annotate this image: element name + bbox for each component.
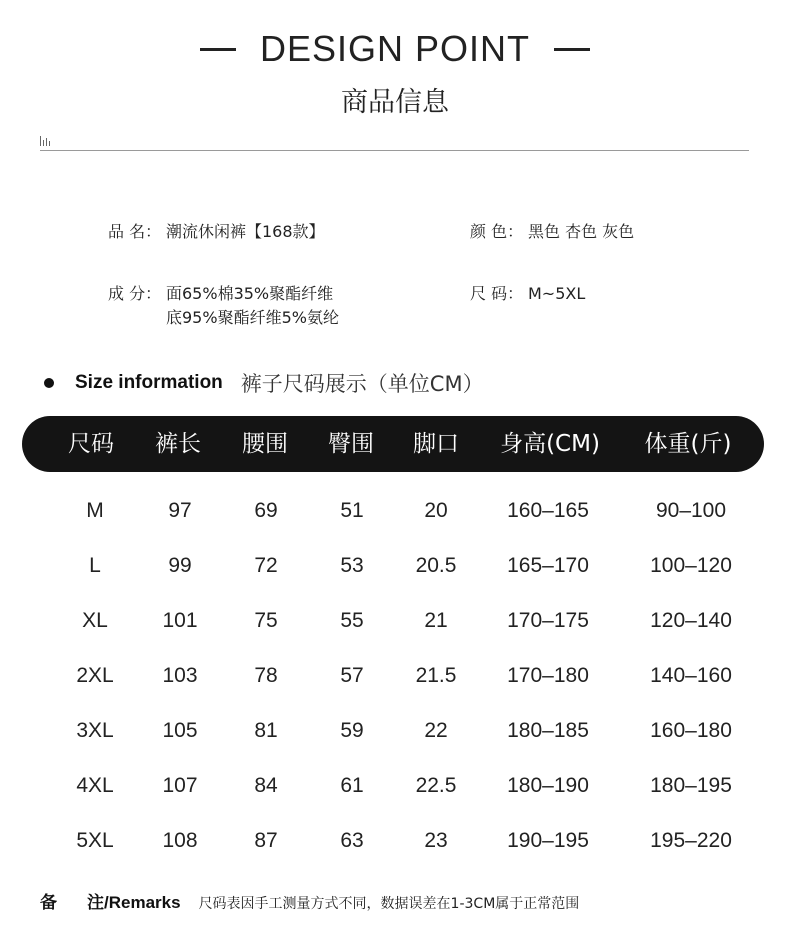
product-material [108, 282, 339, 330]
product-material-line1: 面65%棉35%聚酯纤维 [166, 284, 334, 303]
remarks-text: 尺码表因手工测量方式不同，数据误差在1-3CM属于正常范围 [198, 896, 580, 912]
cell-hip: 59 [340, 719, 364, 742]
table-row [0, 766, 790, 806]
product-name [108, 220, 325, 244]
cell-height: 180–185 [507, 719, 589, 742]
divider-line [40, 150, 749, 151]
cell-length: 107 [162, 774, 198, 797]
cell-height: 165–170 [507, 554, 589, 577]
header-cell: 脚口 [413, 431, 459, 457]
cell-length: 97 [168, 499, 192, 522]
cell-hem: 20.5 [415, 554, 457, 577]
cell-hem: 23 [424, 829, 448, 852]
cell-height: 170–180 [507, 664, 589, 687]
table-row [0, 711, 790, 751]
rule-bars-icon [40, 136, 50, 146]
page-title: DESIGN POINT [259, 28, 531, 69]
page-header [0, 28, 790, 119]
product-size-label: 尺 码： [470, 284, 524, 303]
cell-hem: 22.5 [415, 774, 457, 797]
cell-height: 190–195 [507, 829, 589, 852]
cell-hip: 53 [340, 554, 364, 577]
cell-size: 2XL [76, 664, 114, 687]
cell-size: 5XL [76, 829, 114, 852]
product-name-label: 品 名： [108, 222, 162, 241]
header-cell: 腰围 [242, 431, 288, 457]
cell-weight: 90–100 [655, 499, 727, 522]
cell-length: 103 [162, 664, 198, 687]
table-row [0, 601, 790, 641]
cell-waist: 69 [254, 499, 278, 522]
product-size-range [470, 282, 585, 306]
cell-hem: 22 [424, 719, 448, 742]
header-cell: 裤长 [155, 431, 201, 457]
table-row [0, 546, 790, 586]
cell-weight: 180–195 [650, 774, 732, 797]
cell-waist: 78 [254, 664, 278, 687]
cell-hem: 20 [424, 499, 448, 522]
cell-weight: 160–180 [650, 719, 732, 742]
header-cell: 臀围 [328, 431, 374, 457]
bullet-icon [44, 378, 54, 388]
size-table-header [22, 416, 764, 472]
cell-size: M [86, 499, 104, 522]
cell-hip: 57 [340, 664, 364, 687]
cell-hip: 55 [340, 609, 364, 632]
cell-length: 105 [162, 719, 198, 742]
cell-length: 108 [162, 829, 198, 852]
header-cell: 尺码 [68, 431, 114, 457]
cell-length: 101 [162, 609, 198, 632]
cell-waist: 84 [254, 774, 278, 797]
header-cell: 身高(CM) [500, 431, 600, 457]
cell-size: XL [82, 609, 108, 632]
cell-hem: 21 [424, 609, 448, 632]
page-subtitle: 商品信息 [341, 87, 449, 118]
cell-weight: 100–120 [650, 554, 732, 577]
cell-weight: 120–140 [650, 609, 732, 632]
cell-hip: 61 [340, 774, 364, 797]
product-color [470, 220, 634, 244]
cell-hip: 51 [340, 499, 364, 522]
product-size-value: M~5XL [528, 284, 586, 303]
product-name-value: 潮流休闲裤【168款】 [166, 222, 325, 241]
cell-size: 4XL [76, 774, 114, 797]
product-color-value: 黑色 杏色 灰色 [528, 222, 635, 241]
cell-height: 180–190 [507, 774, 589, 797]
product-material-line2: 底95%聚酯纤维5%氨纶 [166, 308, 339, 327]
cell-weight: 195–220 [650, 829, 732, 852]
cell-hip: 63 [340, 829, 364, 852]
cell-height: 160–165 [507, 499, 589, 522]
remarks [40, 888, 579, 913]
product-color-label: 颜 色： [470, 222, 524, 241]
size-section-title-en: Size information [75, 372, 223, 393]
cell-waist: 81 [254, 719, 278, 742]
table-row [0, 491, 790, 531]
table-row [0, 821, 790, 861]
cell-waist: 72 [254, 554, 278, 577]
cell-size: L [89, 554, 101, 577]
cell-length: 99 [168, 554, 192, 577]
title-row [0, 28, 790, 70]
title-dash-right [554, 48, 590, 51]
remarks-label-en: 注/Remarks [87, 893, 181, 912]
header-cell: 体重(斤) [644, 431, 732, 457]
cell-size: 3XL [76, 719, 114, 742]
product-material-label: 成 分： [108, 284, 162, 303]
cell-weight: 140–160 [650, 664, 732, 687]
cell-height: 170–175 [507, 609, 589, 632]
cell-waist: 87 [254, 829, 278, 852]
cell-hem: 21.5 [415, 664, 457, 687]
table-row [0, 656, 790, 696]
cell-waist: 75 [254, 609, 278, 632]
remarks-label-cn: 备 [40, 893, 57, 913]
size-section-heading [44, 368, 484, 398]
title-dash-left [200, 48, 236, 51]
size-section-title-cn: 裤子尺码展示（单位CM） [240, 372, 484, 396]
